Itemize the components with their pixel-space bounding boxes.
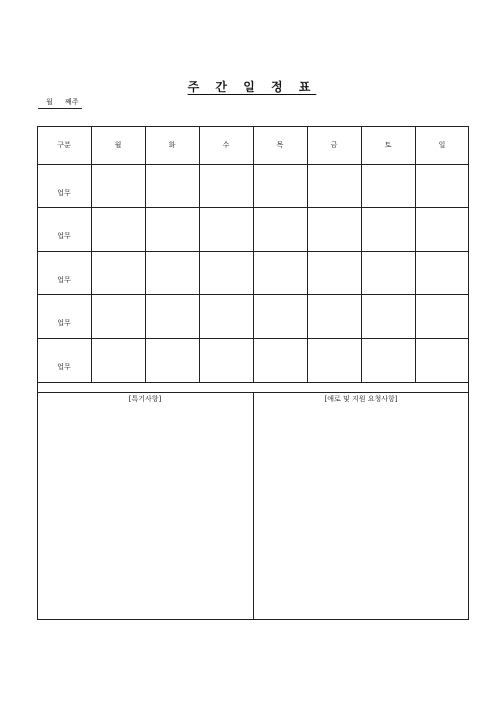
header-fri: 금 [330,141,338,149]
column-divider [145,126,146,382]
page-title: 주 간 일 정 표 [187,80,317,94]
notes-divider [253,392,254,620]
column-divider [199,126,200,382]
difficulties-support-title: [애로 및 지원 요청사항] [324,395,398,403]
header-category: 구분 [57,141,71,149]
row-label-task: 업무 [57,232,71,240]
weekly-schedule-table [37,126,469,620]
header-tue: 화 [168,141,176,149]
row-label-task: 업무 [57,276,71,284]
column-divider [361,126,362,382]
header-thu: 목 [276,141,284,149]
header-mon: 월 [114,141,122,149]
column-divider [91,126,92,382]
header-sun: 일 [438,141,446,149]
column-divider [415,126,416,382]
row-label-task: 업무 [57,189,71,197]
header-wed: 수 [222,141,230,149]
header-sat: 토 [384,141,392,149]
special-notes-title: [특기사항] [128,395,162,403]
row-label-task: 업무 [57,363,71,371]
column-divider [253,126,254,382]
schedule-bottom-divider [37,382,469,383]
column-divider [307,126,308,382]
week-label: 월 째주 [38,97,82,109]
row-label-task: 업무 [57,319,71,327]
